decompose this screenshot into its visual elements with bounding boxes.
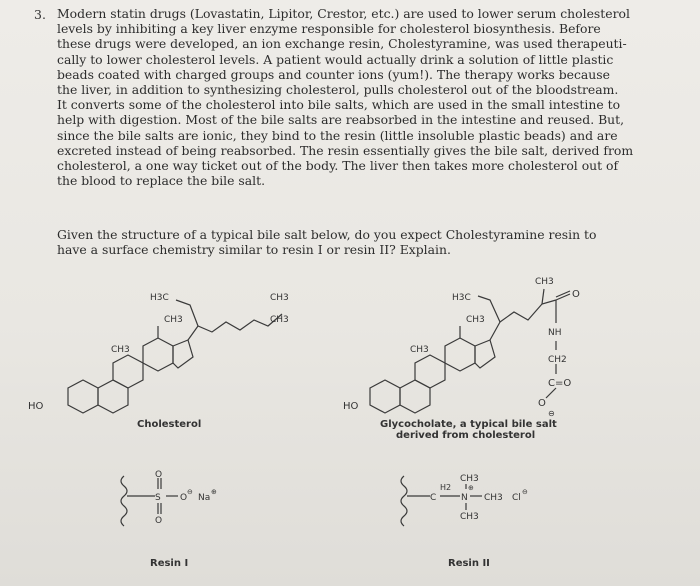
glycocholate-carbonyl-o-label: O [572, 289, 580, 300]
text-line: Given the structure of a typical bile salt below, do you expect Cholestyramine resin to [57, 227, 597, 242]
resin2-c-label: C [430, 493, 437, 503]
text-line: since the bile salts are ionic, they bind to the resin (little insoluble plastic beads) and are [57, 127, 618, 143]
cholesterol-ring-ch3-label: CH3 [111, 345, 130, 355]
resin1-sulfur-label: S [155, 493, 161, 503]
negative-charge-icon: ⊖ [522, 488, 528, 496]
cholesterol-ho-label: HO [28, 401, 44, 412]
resin1-backbone [121, 476, 178, 526]
text-line: these drugs were developed, an ion exchange resin, Cholestyramine, was used therapeuti- [57, 36, 627, 52]
cholesterol-end-ch3-label: CH3 [270, 315, 289, 325]
resin1-o-minus-label: O [180, 493, 188, 503]
glycocholate-ch3-label: CH3 [466, 315, 485, 325]
cholesterol-ch3-label: CH3 [164, 315, 183, 325]
text-line: beads coated with charged groups and counter ions (yum!). The therapy works because [57, 66, 610, 82]
resin2-n-label: N [461, 493, 468, 503]
positive-charge-icon: ⊕ [211, 488, 217, 496]
resin2-h2-label: H2 [440, 483, 452, 492]
text-line: help with digestion. Most of the bile salts are reabsorbed in the intestine and reused. But, [57, 112, 625, 128]
glycocholate-ch2-label: CH2 [548, 355, 567, 365]
text-line: Modern statin drugs (Lovastatin, Lipitor, Crestor, etc.) are used to lower serum cholesterol [57, 6, 630, 21]
glycocholate-ho-label: HO [343, 401, 359, 412]
glycocholate-top-ch3-label: CH3 [535, 277, 554, 287]
text-line: excreted instead of being reabsorbed. The resin essentially gives the bile salt, derived from [57, 142, 634, 158]
cholesterol-h3c-label: H3C [150, 293, 169, 303]
cholesterol-side-chain [176, 300, 282, 340]
cholesterol-end-ch3-label: CH3 [270, 293, 289, 303]
text-line: cally to lower cholesterol levels. A patient would actually drink a solution of little plastic [57, 51, 614, 67]
resin2-counter-ion-label: Cl [512, 493, 521, 503]
resin2-name: Resin II [448, 558, 490, 569]
glycocholate-rings [370, 326, 495, 413]
text-line: levels by inhibiting a key liver enzyme responsible for cholesterol biosynthesis. Before [57, 21, 601, 37]
text-line: cholesterol, a one way ticket out of the body. The liver then takes more cholesterol out of [57, 158, 619, 174]
glycocholate-nh-label: NH [548, 328, 562, 338]
glycocholate-ring-ch3-label: CH3 [410, 345, 429, 355]
text-line: the blood to replace the bile salt. [57, 173, 266, 189]
negative-charge-icon: ⊖ [548, 409, 555, 418]
resin2-right-ch3-label: CH3 [484, 493, 503, 503]
resin2-bottom-ch3-label: CH3 [460, 512, 479, 522]
resin1-name: Resin I [150, 558, 189, 569]
resin1-counter-ion-label: Na [198, 493, 211, 503]
text-line: It converts some of the cholesterol into bile salts, which are used in the small intestine to [57, 97, 621, 113]
question-number: 3. [34, 7, 46, 22]
cholesterol-rings [68, 326, 193, 413]
glycocholate-o-minus-label: O [538, 398, 546, 409]
text-line: have a surface chemistry similar to resin I or resin II? Explain. [57, 242, 451, 258]
positive-charge-icon: ⊕ [468, 484, 474, 492]
resin1-o-top-label: O [155, 470, 163, 480]
cholesterol-name: Cholesterol [137, 419, 202, 430]
glycocholate-name-line1: Glycocholate, a typical bile salt [380, 419, 557, 430]
glycocholate-h3c-label: H3C [452, 293, 471, 303]
glycocholate-co-label: C=O [548, 378, 572, 389]
text-line: the liver, in addition to synthesizing cholesterol, pulls cholesterol out of the bloodstream. [57, 82, 619, 98]
resin2-top-ch3-label: CH3 [460, 474, 479, 484]
resin1-o-bottom-label: O [155, 516, 163, 526]
negative-charge-icon: ⊖ [187, 488, 193, 496]
glycocholate-name-line2: derived from cholesterol [396, 430, 536, 441]
